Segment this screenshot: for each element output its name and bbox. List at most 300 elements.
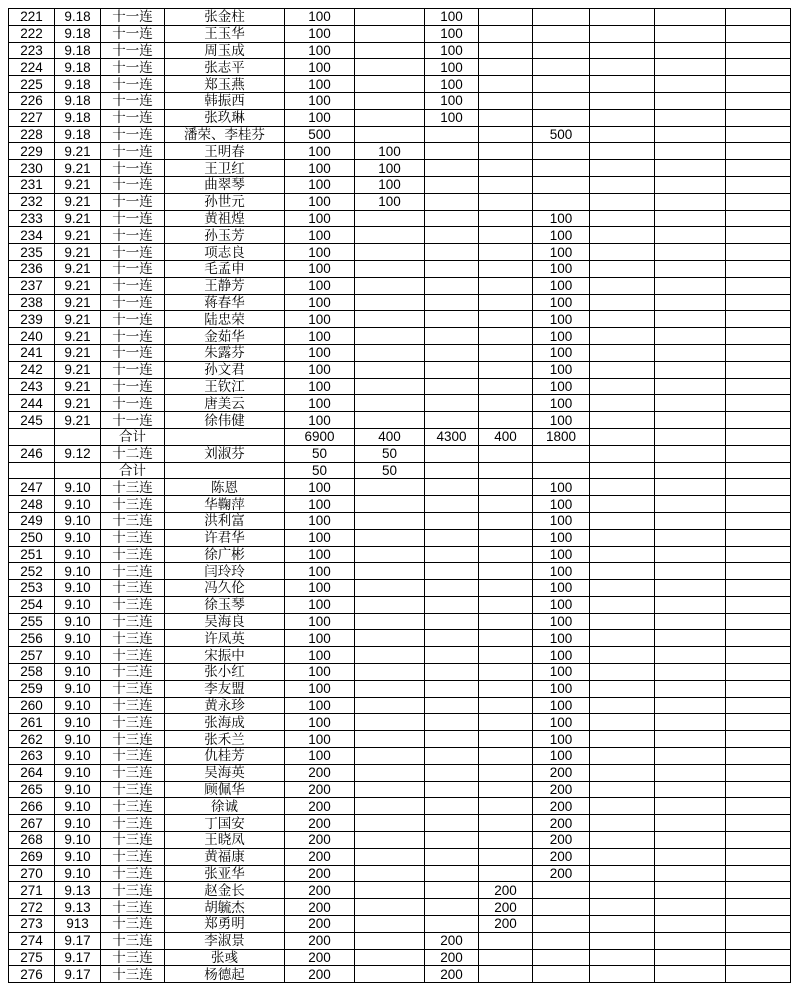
- amount-col-4-cell: [479, 344, 533, 361]
- unit-cell: 十一连: [101, 76, 165, 93]
- table-row: [9, 899, 791, 916]
- amount-col-4-cell: [479, 42, 533, 59]
- date-cell: 9.21: [55, 277, 101, 294]
- amount-col-4-cell: [479, 966, 533, 983]
- empty-cell: [726, 395, 791, 412]
- amount-total-cell: 100: [285, 328, 355, 345]
- empty-cell: [590, 210, 655, 227]
- amount-total-cell: 100: [285, 664, 355, 681]
- unit-cell: 十三连: [101, 848, 165, 865]
- amount-col-3-cell: [425, 210, 479, 227]
- amount-col-5-cell: [533, 92, 590, 109]
- empty-cell: [726, 899, 791, 916]
- row-number-cell: 263: [9, 748, 55, 765]
- unit-cell: 十一连: [101, 244, 165, 261]
- unit-cell: 十三连: [101, 764, 165, 781]
- row-number-cell: 262: [9, 731, 55, 748]
- amount-col-3-cell: [425, 378, 479, 395]
- empty-cell: [726, 882, 791, 899]
- amount-col-2-cell: [355, 479, 425, 496]
- date-cell: 9.10: [55, 748, 101, 765]
- amount-col-2-cell: 100: [355, 176, 425, 193]
- table-row: [9, 781, 791, 798]
- amount-col-3-cell: [425, 294, 479, 311]
- amount-col-2-cell: [355, 92, 425, 109]
- amount-col-5-cell: 200: [533, 764, 590, 781]
- amount-total-cell: 100: [285, 25, 355, 42]
- date-cell: 9.10: [55, 781, 101, 798]
- empty-cell: [590, 748, 655, 765]
- amount-total-cell: 200: [285, 899, 355, 916]
- unit-cell: 十三连: [101, 496, 165, 513]
- unit-cell: 十三连: [101, 479, 165, 496]
- table-row: [9, 832, 791, 849]
- amount-col-5-cell: 100: [533, 748, 590, 765]
- unit-cell: 十三连: [101, 647, 165, 664]
- amount-col-3-cell: [425, 731, 479, 748]
- amount-col-5-cell: 100: [533, 563, 590, 580]
- amount-col-4-cell: [479, 109, 533, 126]
- amount-col-3-cell: [425, 916, 479, 933]
- amount-col-4-cell: [479, 378, 533, 395]
- table-row: [9, 647, 791, 664]
- row-number-cell: 250: [9, 529, 55, 546]
- amount-col-4-cell: [479, 176, 533, 193]
- name-cell: 潘荣、李桂芬: [165, 126, 285, 143]
- empty-cell: [655, 328, 726, 345]
- empty-cell: [590, 865, 655, 882]
- name-cell: 孙世元: [165, 193, 285, 210]
- table-row: [9, 294, 791, 311]
- row-number-cell: 268: [9, 832, 55, 849]
- row-number-cell: 237: [9, 277, 55, 294]
- empty-cell: [726, 630, 791, 647]
- amount-col-4-cell: [479, 260, 533, 277]
- empty-cell: [726, 311, 791, 328]
- row-number-cell: 266: [9, 798, 55, 815]
- amount-col-4-cell: [479, 630, 533, 647]
- empty-cell: [726, 680, 791, 697]
- empty-cell: [590, 630, 655, 647]
- empty-cell: [590, 798, 655, 815]
- amount-col-4-cell: [479, 865, 533, 882]
- empty-cell: [726, 748, 791, 765]
- ledger-body: [9, 9, 791, 983]
- amount-col-5-cell: 100: [533, 244, 590, 261]
- empty-cell: [726, 563, 791, 580]
- unit-cell: 十三连: [101, 596, 165, 613]
- amount-col-5-cell: [533, 932, 590, 949]
- empty-cell: [655, 294, 726, 311]
- amount-col-5-cell: 100: [533, 630, 590, 647]
- unit-cell: 十一连: [101, 193, 165, 210]
- amount-col-5-cell: 100: [533, 311, 590, 328]
- date-cell: 9.21: [55, 210, 101, 227]
- date-cell: 9.21: [55, 244, 101, 261]
- empty-cell: [655, 462, 726, 479]
- empty-cell: [590, 966, 655, 983]
- name-cell: 郑勇明: [165, 916, 285, 933]
- amount-col-4-cell: [479, 311, 533, 328]
- amount-col-2-cell: [355, 311, 425, 328]
- empty-cell: [590, 59, 655, 76]
- amount-col-3-cell: [425, 277, 479, 294]
- row-number-cell: 232: [9, 193, 55, 210]
- amount-col-3-cell: [425, 697, 479, 714]
- amount-col-3-cell: [425, 848, 479, 865]
- amount-total-cell: 200: [285, 781, 355, 798]
- table-row: [9, 260, 791, 277]
- amount-col-4-cell: 400: [479, 428, 533, 445]
- amount-col-4-cell: [479, 412, 533, 429]
- empty-cell: [55, 462, 101, 479]
- table-row: [9, 529, 791, 546]
- table-row: [9, 697, 791, 714]
- amount-col-2-cell: [355, 529, 425, 546]
- amount-col-3-cell: [425, 647, 479, 664]
- name-cell: 孙玉芳: [165, 227, 285, 244]
- table-row: [9, 244, 791, 261]
- name-cell: 孙文君: [165, 361, 285, 378]
- amount-col-5-cell: [533, 899, 590, 916]
- row-number-cell: 227: [9, 109, 55, 126]
- amount-col-2-cell: [355, 832, 425, 849]
- amount-col-4-cell: [479, 25, 533, 42]
- amount-total-cell: 200: [285, 882, 355, 899]
- empty-cell: [655, 865, 726, 882]
- amount-col-2-cell: [355, 25, 425, 42]
- empty-cell: [165, 428, 285, 445]
- date-cell: 9.21: [55, 294, 101, 311]
- amount-col-5-cell: [533, 882, 590, 899]
- amount-col-3-cell: [425, 580, 479, 597]
- date-cell: 9.10: [55, 479, 101, 496]
- subtotal-row: [9, 428, 791, 445]
- empty-cell: [590, 9, 655, 26]
- empty-cell: [655, 680, 726, 697]
- amount-col-2-cell: [355, 563, 425, 580]
- date-cell: 9.10: [55, 613, 101, 630]
- amount-col-4-cell: [479, 361, 533, 378]
- amount-col-5-cell: 200: [533, 798, 590, 815]
- amount-col-4-cell: [479, 496, 533, 513]
- unit-cell: 十一连: [101, 9, 165, 26]
- empty-cell: [590, 160, 655, 177]
- unit-cell: 十三连: [101, 546, 165, 563]
- date-cell: 9.21: [55, 361, 101, 378]
- name-cell: 顾佩华: [165, 781, 285, 798]
- empty-cell: [590, 378, 655, 395]
- amount-col-4-cell: [479, 815, 533, 832]
- amount-col-5-cell: 1800: [533, 428, 590, 445]
- empty-cell: [590, 395, 655, 412]
- amount-total-cell: 100: [285, 748, 355, 765]
- row-number-cell: 229: [9, 143, 55, 160]
- empty-cell: [655, 798, 726, 815]
- table-row: [9, 143, 791, 160]
- amount-col-3-cell: [425, 596, 479, 613]
- amount-total-cell: 100: [285, 311, 355, 328]
- amount-col-4-cell: [479, 949, 533, 966]
- empty-cell: [590, 697, 655, 714]
- table-row: [9, 630, 791, 647]
- unit-cell: 十一连: [101, 328, 165, 345]
- unit-cell: 十三连: [101, 512, 165, 529]
- empty-cell: [590, 76, 655, 93]
- amount-col-5-cell: 100: [533, 680, 590, 697]
- date-cell: 9.10: [55, 580, 101, 597]
- amount-col-2-cell: 50: [355, 462, 425, 479]
- amount-col-3-cell: [425, 462, 479, 479]
- amount-col-2-cell: [355, 580, 425, 597]
- empty-cell: [590, 932, 655, 949]
- empty-cell: [655, 882, 726, 899]
- empty-cell: [590, 664, 655, 681]
- amount-col-2-cell: 100: [355, 193, 425, 210]
- row-number-cell: 238: [9, 294, 55, 311]
- amount-col-5-cell: [533, 949, 590, 966]
- name-cell: 黄祖煌: [165, 210, 285, 227]
- empty-cell: [726, 512, 791, 529]
- amount-total-cell: 100: [285, 697, 355, 714]
- amount-col-4-cell: [479, 445, 533, 462]
- name-cell: 韩振西: [165, 92, 285, 109]
- unit-cell: 十三连: [101, 613, 165, 630]
- table-row: [9, 512, 791, 529]
- row-number-cell: 275: [9, 949, 55, 966]
- amount-col-5-cell: [533, 193, 590, 210]
- empty-cell: [726, 529, 791, 546]
- unit-cell: 十二连: [101, 445, 165, 462]
- empty-cell: [590, 832, 655, 849]
- name-cell: 闫玲玲: [165, 563, 285, 580]
- amount-col-4-cell: [479, 479, 533, 496]
- amount-col-4-cell: [479, 563, 533, 580]
- amount-col-4-cell: [479, 697, 533, 714]
- table-row: [9, 59, 791, 76]
- empty-cell: [726, 76, 791, 93]
- row-number-cell: 260: [9, 697, 55, 714]
- amount-col-3-cell: 200: [425, 932, 479, 949]
- empty-cell: [655, 9, 726, 26]
- table-row: [9, 361, 791, 378]
- amount-col-3-cell: [425, 176, 479, 193]
- table-row: [9, 815, 791, 832]
- date-cell: 9.10: [55, 731, 101, 748]
- empty-cell: [655, 193, 726, 210]
- table-row: [9, 378, 791, 395]
- name-cell: 徐诚: [165, 798, 285, 815]
- empty-cell: [590, 949, 655, 966]
- subtotal-label-cell: 合计: [101, 428, 165, 445]
- empty-cell: [655, 428, 726, 445]
- table-row: [9, 714, 791, 731]
- row-number-cell: 236: [9, 260, 55, 277]
- empty-cell: [655, 832, 726, 849]
- empty-cell: [726, 59, 791, 76]
- empty-cell: [655, 596, 726, 613]
- amount-col-3-cell: [425, 899, 479, 916]
- empty-cell: [9, 428, 55, 445]
- table-row: [9, 76, 791, 93]
- name-cell: 毛孟申: [165, 260, 285, 277]
- empty-cell: [655, 949, 726, 966]
- empty-cell: [726, 714, 791, 731]
- row-number-cell: 272: [9, 899, 55, 916]
- amount-col-5-cell: [533, 59, 590, 76]
- amount-total-cell: 100: [285, 244, 355, 261]
- empty-cell: [655, 59, 726, 76]
- unit-cell: 十三连: [101, 932, 165, 949]
- amount-col-4-cell: [479, 848, 533, 865]
- name-cell: 王晓凤: [165, 832, 285, 849]
- table-row: [9, 277, 791, 294]
- date-cell: 9.18: [55, 76, 101, 93]
- unit-cell: 十三连: [101, 731, 165, 748]
- amount-col-3-cell: [425, 630, 479, 647]
- table-row: [9, 176, 791, 193]
- date-cell: 9.21: [55, 143, 101, 160]
- amount-col-4-cell: [479, 647, 533, 664]
- amount-total-cell: 100: [285, 9, 355, 26]
- amount-col-2-cell: [355, 748, 425, 765]
- empty-cell: [655, 277, 726, 294]
- name-cell: 徐玉琴: [165, 596, 285, 613]
- name-cell: 张彧: [165, 949, 285, 966]
- empty-cell: [726, 848, 791, 865]
- amount-col-2-cell: [355, 613, 425, 630]
- table-row: [9, 328, 791, 345]
- amount-total-cell: 100: [285, 563, 355, 580]
- row-number-cell: 267: [9, 815, 55, 832]
- empty-cell: [726, 126, 791, 143]
- empty-cell: [726, 109, 791, 126]
- row-number-cell: 230: [9, 160, 55, 177]
- empty-cell: [590, 563, 655, 580]
- name-cell: 陆忠荣: [165, 311, 285, 328]
- name-cell: 冯久伦: [165, 580, 285, 597]
- empty-cell: [655, 176, 726, 193]
- table-row: [9, 479, 791, 496]
- amount-col-3-cell: [425, 227, 479, 244]
- amount-col-2-cell: [355, 109, 425, 126]
- row-number-cell: 242: [9, 361, 55, 378]
- empty-cell: [726, 193, 791, 210]
- amount-total-cell: 100: [285, 42, 355, 59]
- amount-total-cell: 100: [285, 193, 355, 210]
- date-cell: 9.21: [55, 412, 101, 429]
- date-cell: 9.12: [55, 445, 101, 462]
- empty-cell: [655, 160, 726, 177]
- amount-col-3-cell: [425, 395, 479, 412]
- row-number-cell: 231: [9, 176, 55, 193]
- row-number-cell: 251: [9, 546, 55, 563]
- unit-cell: 十三连: [101, 865, 165, 882]
- name-cell: 王卫红: [165, 160, 285, 177]
- amount-col-5-cell: 200: [533, 848, 590, 865]
- table-row: [9, 210, 791, 227]
- date-cell: 9.17: [55, 966, 101, 983]
- empty-cell: [590, 193, 655, 210]
- amount-col-5-cell: [533, 160, 590, 177]
- amount-col-4-cell: [479, 613, 533, 630]
- row-number-cell: 271: [9, 882, 55, 899]
- row-number-cell: 276: [9, 966, 55, 983]
- empty-cell: [726, 412, 791, 429]
- empty-cell: [726, 697, 791, 714]
- amount-col-3-cell: [425, 479, 479, 496]
- empty-cell: [655, 664, 726, 681]
- amount-col-2-cell: [355, 798, 425, 815]
- amount-col-3-cell: [425, 496, 479, 513]
- unit-cell: 十一连: [101, 160, 165, 177]
- name-cell: 张志平: [165, 59, 285, 76]
- empty-cell: [726, 160, 791, 177]
- name-cell: 吴海良: [165, 613, 285, 630]
- empty-cell: [726, 764, 791, 781]
- unit-cell: 十一连: [101, 395, 165, 412]
- amount-total-cell: 100: [285, 546, 355, 563]
- amount-col-5-cell: 100: [533, 613, 590, 630]
- amount-col-3-cell: [425, 529, 479, 546]
- date-cell: 9.17: [55, 949, 101, 966]
- amount-total-cell: 100: [285, 731, 355, 748]
- amount-col-4-cell: [479, 244, 533, 261]
- row-number-cell: 254: [9, 596, 55, 613]
- empty-cell: [726, 344, 791, 361]
- table-row: [9, 680, 791, 697]
- empty-cell: [726, 244, 791, 261]
- amount-total-cell: 100: [285, 92, 355, 109]
- amount-col-3-cell: 100: [425, 109, 479, 126]
- empty-cell: [590, 714, 655, 731]
- empty-cell: [590, 512, 655, 529]
- amount-total-cell: 200: [285, 949, 355, 966]
- row-number-cell: 225: [9, 76, 55, 93]
- amount-col-2-cell: 100: [355, 143, 425, 160]
- date-cell: 9.21: [55, 260, 101, 277]
- empty-cell: [655, 244, 726, 261]
- amount-col-4-cell: [479, 462, 533, 479]
- amount-col-2-cell: [355, 664, 425, 681]
- table-row: [9, 160, 791, 177]
- empty-cell: [655, 76, 726, 93]
- unit-cell: 十三连: [101, 966, 165, 983]
- unit-cell: 十一连: [101, 361, 165, 378]
- unit-cell: 十三连: [101, 798, 165, 815]
- amount-col-3-cell: [425, 664, 479, 681]
- empty-cell: [655, 25, 726, 42]
- amount-col-3-cell: [425, 412, 479, 429]
- amount-col-2-cell: [355, 294, 425, 311]
- name-cell: 张小红: [165, 664, 285, 681]
- amount-col-4-cell: [479, 9, 533, 26]
- row-number-cell: 239: [9, 311, 55, 328]
- amount-col-3-cell: [425, 311, 479, 328]
- name-cell: 朱露芬: [165, 344, 285, 361]
- unit-cell: 十一连: [101, 294, 165, 311]
- unit-cell: 十三连: [101, 748, 165, 765]
- amount-col-4-cell: [479, 781, 533, 798]
- empty-cell: [655, 764, 726, 781]
- empty-cell: [655, 731, 726, 748]
- amount-col-4-cell: [479, 76, 533, 93]
- empty-cell: [655, 311, 726, 328]
- amount-col-3-cell: [425, 160, 479, 177]
- empty-cell: [726, 916, 791, 933]
- amount-col-4-cell: [479, 714, 533, 731]
- amount-col-4-cell: [479, 529, 533, 546]
